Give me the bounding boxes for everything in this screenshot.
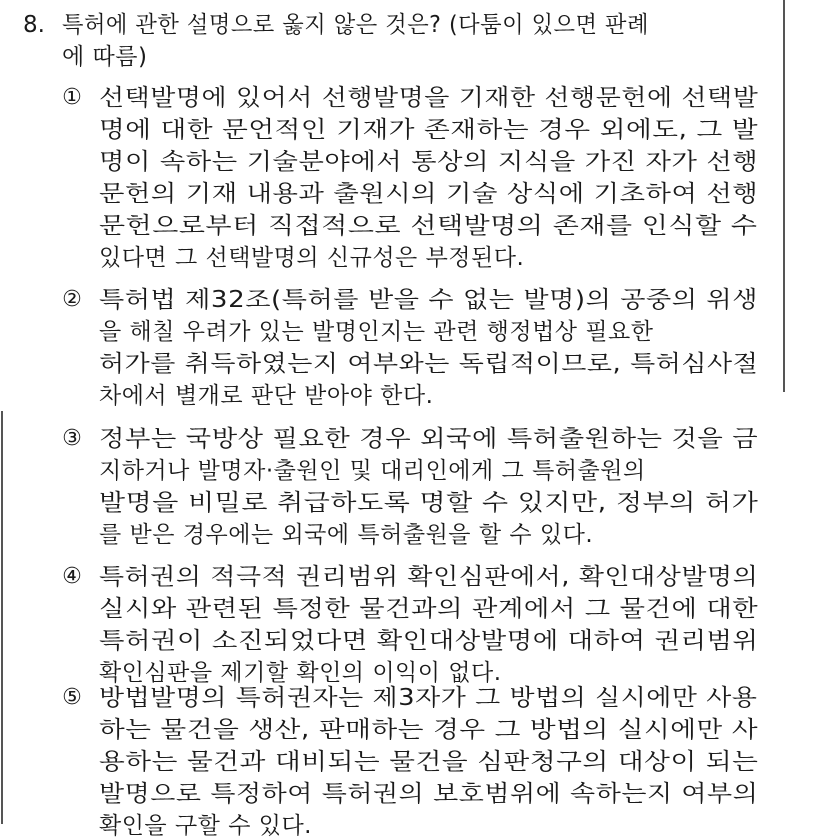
option-text-line: 정부는 국방상 필요한 경우 외국에 특허출원하는 것을 금 <box>99 426 759 452</box>
question-number: 8. <box>23 12 45 38</box>
option-text-line: 하는 물건을 생산, 판매하는 경우 그 방법의 실시에만 사 <box>99 717 759 743</box>
column-divider-left <box>1 411 3 824</box>
option-text-line: 문헌의 기재 내용과 출원시의 기술 상식에 기초하여 선행 <box>99 181 759 207</box>
question-text-line: 에 따름) <box>62 44 148 70</box>
option-text-line: 특허권이 소진되었다면 확인대상발명에 대하여 권리범위 <box>99 628 759 654</box>
option-text-line: 확인을 구할 수 있다. <box>99 813 312 839</box>
option-text-line: 실시와 관련된 특정한 물건과의 관계에서 그 물건에 대한 <box>99 596 759 622</box>
option-text-line: 있다면 그 선택발명의 신규성은 부정된다. <box>99 245 525 271</box>
option-text-line: 선택발명에 있어서 선행발명을 기재한 선행문헌에 선택발 <box>99 85 759 111</box>
column-divider-right <box>783 0 785 392</box>
option-text-line: 차에서 별개로 판단 받아야 한다. <box>99 383 434 409</box>
option-text-line: 문헌으로부터 직접적으로 선택발명의 존재를 인식할 수 <box>99 213 758 239</box>
option-text-line: 허가를 취득하였는지 여부와는 독립적이므로, 특허심사절 <box>99 351 759 377</box>
option-text-line: 명에 대한 문언적인 기재가 존재하는 경우 외에도, 그 발 <box>99 117 759 143</box>
option-text-line: 을 해칠 우려가 있는 발명인지는 관련 행정법상 필요한 <box>99 319 654 345</box>
option-text-line: 특허법 제32조(특허를 받을 수 없는 발명)의 공중의 위생 <box>99 287 758 313</box>
option-text-line: 명이 속하는 기술분야에서 통상의 지식을 가진 자가 선행 <box>99 149 759 175</box>
option-text-line: 를 받은 경우에는 외국에 특허출원을 할 수 있다. <box>99 522 594 548</box>
option-marker: ② <box>62 287 82 312</box>
option-marker: ④ <box>62 564 82 589</box>
option-text-line: 발명을 비밀로 취급하도록 명할 수 있지만, 정부의 허가 <box>99 490 759 516</box>
question-text-line: 특허에 관한 설명으로 옳지 않은 것은? (다툼이 있으면 판례 <box>62 12 649 38</box>
option-text-line: 발명으로 특정하여 특허권의 보호범위에 속하는지 여부의 <box>99 781 759 807</box>
option-text-line: 방법발명의 특허권자는 제3자가 그 방법의 실시에만 사용 <box>99 685 758 711</box>
option-text-line: 확인심판을 제기할 확인의 이익이 없다. <box>99 660 502 686</box>
option-text-line: 지하거나 발명자·출원인 및 대리인에게 그 특허출원의 <box>99 458 646 484</box>
option-marker: ① <box>62 85 82 110</box>
option-marker: ⑤ <box>62 685 82 710</box>
option-marker: ③ <box>62 426 82 451</box>
option-text-line: 특허권의 적극적 권리범위 확인심판에서, 확인대상발명의 <box>99 564 759 590</box>
option-text-line: 용하는 물건과 대비되는 물건을 심판청구의 대상이 되는 <box>99 749 759 775</box>
